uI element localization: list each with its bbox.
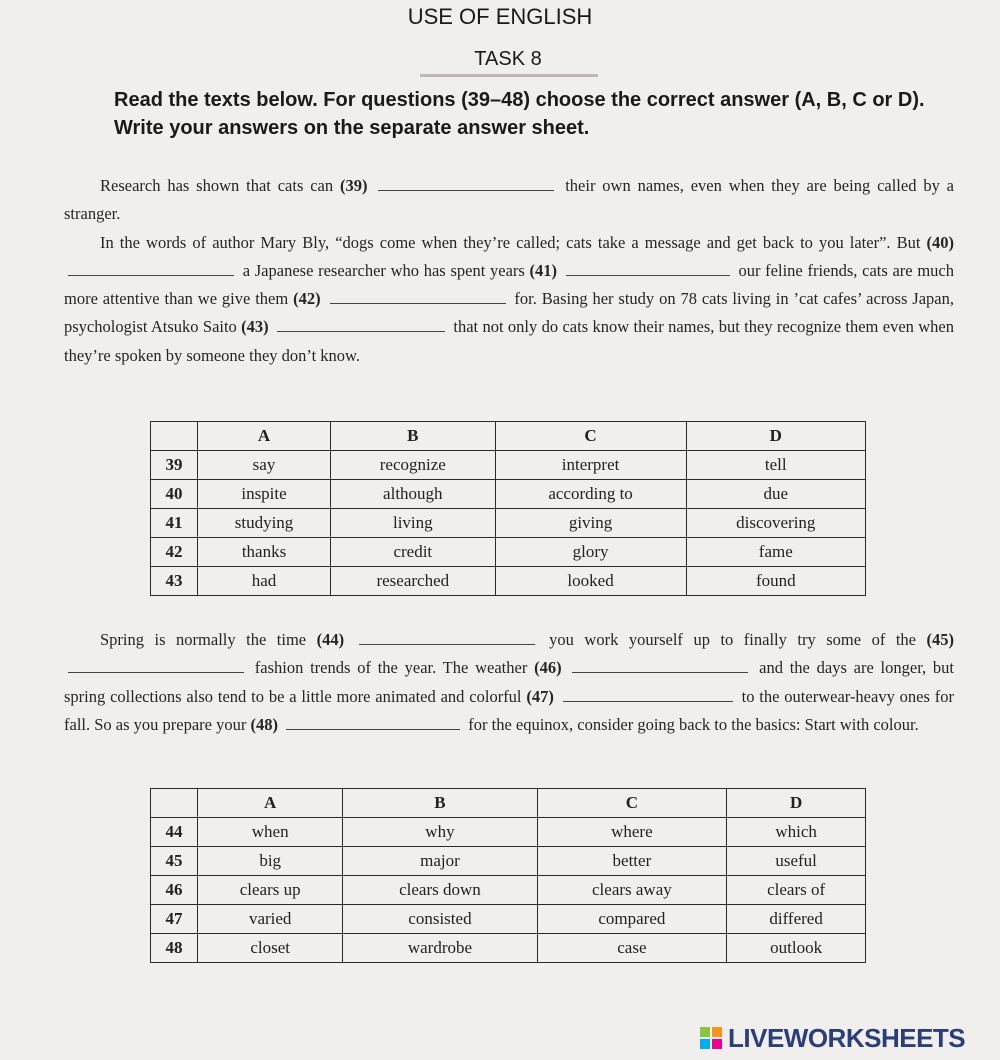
option-b: although [331, 480, 496, 509]
answer-blank-44[interactable] [359, 626, 535, 645]
option-c: looked [495, 567, 686, 596]
text-2-paragraph-1 [64, 626, 954, 739]
row-number: 48 [151, 934, 198, 963]
option-d: which [727, 818, 866, 847]
row-number: 46 [151, 876, 198, 905]
option-c: according to [495, 480, 686, 509]
header-cell-blank [151, 789, 198, 818]
logo-square [700, 1039, 710, 1049]
table-row-47 [151, 905, 866, 934]
option-d: found [686, 567, 865, 596]
header-cell-c: C [495, 422, 686, 451]
row-number: 41 [151, 509, 198, 538]
question-number-39: (39) [339, 176, 368, 195]
logo-square [712, 1039, 722, 1049]
header-cell-c: C [537, 789, 727, 818]
option-a: clears up [198, 876, 343, 905]
header-cell-b: B [331, 422, 496, 451]
option-d: tell [686, 451, 865, 480]
option-d: differed [727, 905, 866, 934]
option-b: major [343, 847, 537, 876]
text-segment: and the days are longer, but spring collections also tend to be a little more animated and colorful [64, 658, 955, 706]
option-c: glory [495, 538, 686, 567]
answer-blank-48[interactable] [286, 711, 460, 730]
option-d: outlook [727, 934, 866, 963]
option-b: clears down [343, 876, 537, 905]
table-row-43 [151, 567, 866, 596]
logo-square [712, 1027, 722, 1037]
answer-blank-39[interactable] [378, 172, 554, 191]
row-number: 43 [151, 567, 198, 596]
answer-blank-45[interactable] [68, 654, 244, 673]
text-1-paragraph-2 [64, 229, 954, 370]
header-cell-b: B [343, 789, 537, 818]
text-segment: Spring is normally the time [100, 630, 307, 649]
instructions: Read the texts below. For questions (39–48) choose the correct answer (A, B, C or D). Write your answers on the separate answer sheet. [114, 89, 925, 139]
answer-blank-43[interactable] [277, 313, 445, 332]
option-a: big [198, 847, 343, 876]
text-segment: that not only do cats know their names, but they recognize them even when they’re spoken by someone they don’t know. [64, 317, 954, 365]
answer-blank-47[interactable] [563, 683, 733, 702]
logo-square [700, 1027, 710, 1037]
row-number: 47 [151, 905, 198, 934]
text-segment: a Japanese researcher who has spent years [242, 260, 525, 280]
option-a: when [198, 818, 343, 847]
text-segment: fashion trends of the year. The weather [254, 658, 528, 678]
option-a: studying [198, 509, 331, 538]
header-cell-d: D [727, 789, 866, 818]
table-row-42 [151, 538, 866, 567]
options-table-39-43 [150, 421, 866, 596]
answer-blank-41[interactable] [566, 257, 730, 276]
text-segment: to the outerwear-heavy ones for fall. So as you prepare your [64, 686, 955, 734]
question-number-40: (40) [926, 232, 954, 252]
answer-blank-40[interactable] [68, 257, 234, 276]
text-segment: you work yourself up to finally try some of the [549, 630, 916, 649]
row-number: 40 [151, 480, 198, 509]
section-title: USE OF ENGLISH [407, 4, 593, 29]
option-b: why [343, 818, 537, 847]
option-c: giving [495, 509, 686, 538]
option-d: clears of [727, 876, 866, 905]
text-1-paragraph-1 [64, 172, 954, 229]
row-number: 42 [151, 538, 198, 567]
table-header-row [151, 422, 866, 451]
row-number: 44 [151, 818, 198, 847]
text-segment: for. Basing her study on 78 cats living in ’cat cafes’ across Japan, psychologist Atsuko Saito [64, 289, 954, 337]
task-title: TASK 8 [474, 48, 542, 70]
question-number-47: (47) [526, 686, 554, 706]
row-number: 45 [151, 847, 198, 876]
question-number-44: (44) [316, 630, 345, 649]
table-row-46 [151, 876, 866, 905]
option-b: researched [331, 567, 496, 596]
answer-blank-42[interactable] [330, 285, 506, 304]
option-d: fame [686, 538, 865, 567]
answer-blank-46[interactable] [572, 654, 748, 673]
table-row-41 [151, 509, 866, 538]
option-b: credit [331, 538, 496, 567]
header-cell-d: D [686, 422, 865, 451]
question-number-42: (42) [293, 289, 321, 309]
table-row-44 [151, 818, 866, 847]
question-number-45: (45) [926, 630, 954, 649]
option-c: where [537, 818, 727, 847]
option-c: better [537, 847, 727, 876]
header-cell-a: A [198, 422, 331, 451]
liveworksheets-mark-icon [700, 1027, 722, 1049]
table-header-row [151, 789, 866, 818]
text-segment: In the words of author Mary Bly, “dogs come when they’re called; cats take a message and get back to you later”. But [100, 232, 921, 252]
text-segment: their own names, even when they are being called by a stranger. [64, 176, 954, 224]
question-number-43: (43) [241, 317, 269, 337]
option-b: wardrobe [343, 934, 537, 963]
option-a: varied [198, 905, 343, 934]
option-c: compared [537, 905, 727, 934]
option-d: useful [727, 847, 866, 876]
question-number-41: (41) [529, 260, 558, 280]
option-c: case [537, 934, 727, 963]
question-number-48: (48) [250, 714, 278, 734]
text-segment: for the equinox, consider going back to the basics: Start with colour. [468, 714, 919, 734]
question-number-46: (46) [534, 658, 562, 678]
task-title-underline [420, 74, 598, 77]
option-d: discovering [686, 509, 865, 538]
option-d: due [686, 480, 865, 509]
option-a: thanks [198, 538, 331, 567]
option-c: clears away [537, 876, 727, 905]
option-a: say [198, 451, 331, 480]
table-row-48 [151, 934, 866, 963]
header-cell-blank [151, 422, 198, 451]
text-segment: Research has shown that cats can [100, 176, 334, 195]
option-b: recognize [331, 451, 496, 480]
liveworksheets-logo[interactable] [700, 1022, 965, 1054]
table-row-45 [151, 847, 866, 876]
table-row-39 [151, 451, 866, 480]
text-segment: our feline friends, cats are much more attentive than we give them [64, 260, 955, 309]
option-b: consisted [343, 905, 537, 934]
option-a: closet [198, 934, 343, 963]
option-b: living [331, 509, 496, 538]
option-a: inspite [198, 480, 331, 509]
options-table-44-48 [150, 788, 866, 963]
row-number: 39 [151, 451, 198, 480]
text-2 [64, 626, 954, 739]
option-c: interpret [495, 451, 686, 480]
table-row-40 [151, 480, 866, 509]
logo-wordmark: LIVEWORKSHEETS [728, 1022, 966, 1053]
option-a: had [198, 567, 331, 596]
header-cell-a: A [198, 789, 343, 818]
text-1 [64, 172, 954, 370]
